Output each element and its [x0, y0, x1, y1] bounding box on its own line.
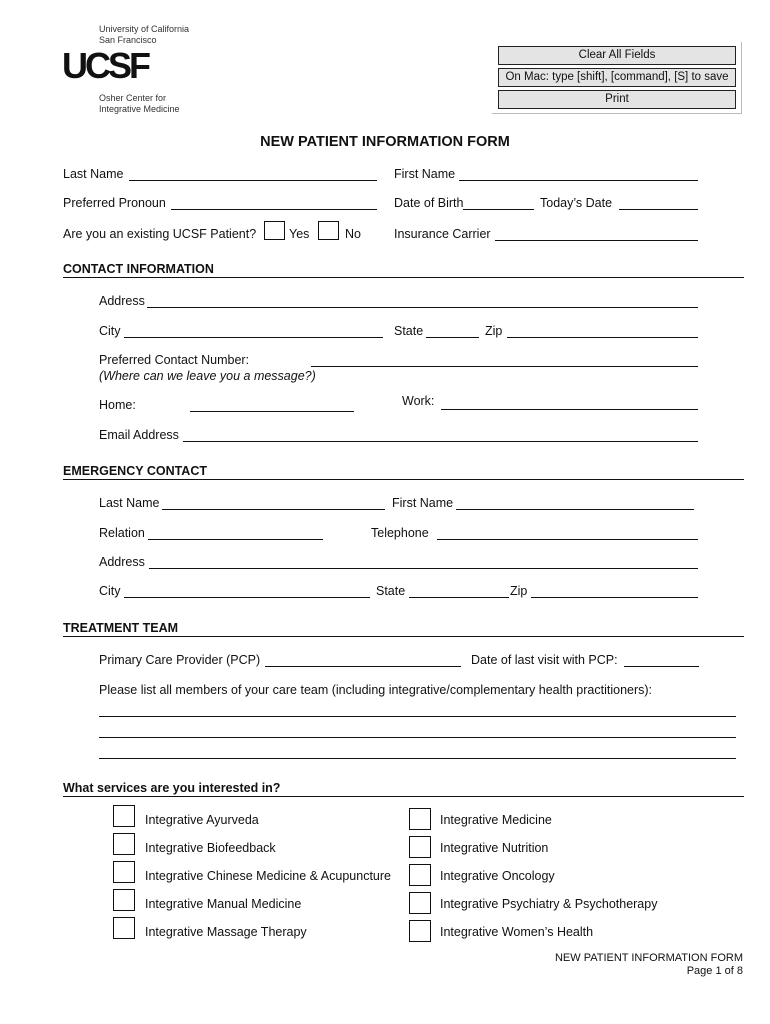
service-checkbox-integrative-medicine[interactable]: [409, 808, 431, 830]
service-label-ayurveda: Integrative Ayurveda: [145, 813, 259, 827]
first-name-label: First Name: [394, 167, 456, 181]
service-checkbox-psychiatry[interactable]: [409, 892, 431, 914]
preferred-contact-label: Preferred Contact Number:: [99, 353, 250, 367]
emergency-city-label: City: [99, 584, 121, 598]
email-field[interactable]: [183, 441, 698, 442]
first-name-field[interactable]: [459, 180, 698, 181]
contact-section-rule: [63, 277, 744, 278]
care-team-label: Please list all members of your care team (including integrative/complementary health practitioners):: [99, 683, 653, 697]
service-label-oncology: Integrative Oncology: [440, 869, 555, 883]
services-section-rule: [63, 796, 744, 797]
service-checkbox-biofeedback[interactable]: [113, 833, 135, 855]
emergency-state-label: State: [376, 584, 406, 598]
form-title: NEW PATIENT INFORMATION FORM: [260, 134, 510, 150]
footer-page-number: Page 1 of 8: [686, 965, 743, 977]
footer-form-name: NEW PATIENT INFORMATION FORM: [554, 952, 743, 964]
todays-date-label: Today’s Date: [540, 196, 613, 210]
center-name-line1: Osher Center for: [99, 93, 167, 103]
todays-date-field[interactable]: [619, 209, 698, 210]
pronoun-label: Preferred Pronoun: [63, 196, 166, 210]
service-label-biofeedback: Integrative Biofeedback: [145, 841, 276, 855]
insurance-field[interactable]: [495, 240, 698, 241]
pronoun-field[interactable]: [171, 209, 377, 210]
org-name-line2: San Francisco: [99, 35, 157, 45]
care-team-line-3[interactable]: [99, 758, 736, 759]
contact-zip-field[interactable]: [507, 337, 698, 338]
existing-yes-checkbox[interactable]: [264, 221, 285, 240]
contact-zip-label: Zip: [485, 324, 503, 338]
contact-state-label: State: [394, 324, 424, 338]
work-phone-label: Work:: [402, 394, 435, 408]
emergency-section-heading: EMERGENCY CONTACT: [63, 464, 207, 478]
emergency-city-field[interactable]: [124, 597, 370, 598]
last-name-label: Last Name: [63, 167, 124, 181]
service-label-psychiatry: Integrative Psychiatry & Psychotherapy: [440, 897, 658, 911]
treatment-section-heading: TREATMENT TEAM: [63, 621, 179, 635]
home-phone-label: Home:: [99, 398, 136, 412]
service-label-manual-medicine: Integrative Manual Medicine: [145, 897, 302, 911]
emergency-section-rule: [63, 479, 744, 480]
relation-field[interactable]: [148, 539, 323, 540]
emergency-telephone-field[interactable]: [437, 539, 698, 540]
emergency-last-name-field[interactable]: [162, 509, 385, 510]
service-label-integrative-medicine: Integrative Medicine: [440, 813, 552, 827]
dob-field[interactable]: [463, 209, 534, 210]
last-visit-field[interactable]: [624, 666, 699, 667]
contact-state-field[interactable]: [426, 337, 479, 338]
existing-no-checkbox[interactable]: [318, 221, 339, 240]
service-checkbox-chinese-medicine[interactable]: [113, 861, 135, 883]
emergency-address-field[interactable]: [149, 568, 698, 569]
emergency-telephone-label: Telephone: [371, 526, 429, 540]
service-checkbox-nutrition[interactable]: [409, 836, 431, 858]
yes-label: Yes: [289, 227, 310, 241]
preferred-contact-field[interactable]: [311, 366, 698, 367]
emergency-state-field[interactable]: [409, 597, 509, 598]
service-checkbox-massage-therapy[interactable]: [113, 917, 135, 939]
emergency-last-name-label: Last Name: [99, 496, 160, 510]
pcp-field[interactable]: [265, 666, 461, 667]
contact-city-field[interactable]: [124, 337, 383, 338]
last-visit-label: Date of last visit with PCP:: [471, 653, 618, 667]
emergency-first-name-label: First Name: [392, 496, 454, 510]
service-label-nutrition: Integrative Nutrition: [440, 841, 549, 855]
clear-all-fields-button[interactable]: Clear All Fields: [498, 46, 736, 65]
contact-address-label: Address: [99, 294, 145, 308]
care-team-line-1[interactable]: [99, 716, 736, 717]
service-label-womens-health: Integrative Women’s Health: [440, 925, 594, 939]
emergency-zip-field[interactable]: [531, 597, 698, 598]
home-phone-field[interactable]: [190, 411, 354, 412]
no-label: No: [345, 227, 361, 241]
care-team-line-2[interactable]: [99, 737, 736, 738]
save-instructions-button[interactable]: On Mac: type [shift], [command], [S] to save: [498, 68, 736, 87]
service-checkbox-ayurveda[interactable]: [113, 805, 135, 827]
last-name-field[interactable]: [129, 180, 377, 181]
preferred-contact-note: (Where can we leave you a message?): [99, 369, 316, 383]
service-label-massage-therapy: Integrative Massage Therapy: [145, 925, 307, 939]
contact-address-field[interactable]: [147, 307, 698, 308]
work-phone-field[interactable]: [441, 409, 698, 410]
email-label: Email Address: [99, 428, 179, 442]
service-checkbox-manual-medicine[interactable]: [113, 889, 135, 911]
service-checkbox-womens-health[interactable]: [409, 920, 431, 942]
services-section-heading: What services are you interested in?: [63, 781, 281, 795]
emergency-zip-label: Zip: [510, 584, 528, 598]
center-name-line2: Integrative Medicine: [99, 104, 180, 114]
contact-section-heading: CONTACT INFORMATION: [63, 262, 214, 276]
contact-city-label: City: [99, 324, 121, 338]
emergency-first-name-field[interactable]: [456, 509, 694, 510]
emergency-address-label: Address: [99, 555, 145, 569]
print-button[interactable]: Print: [498, 90, 736, 109]
dob-label: Date of Birth: [394, 196, 464, 210]
org-name-line1: University of California: [99, 24, 190, 34]
insurance-label: Insurance Carrier: [394, 227, 491, 241]
pcp-label: Primary Care Provider (PCP): [99, 653, 261, 667]
service-label-chinese-medicine: Integrative Chinese Medicine & Acupuncture: [145, 869, 391, 883]
treatment-section-rule: [63, 636, 744, 637]
relation-label: Relation: [99, 526, 145, 540]
ucsf-logo: UCSF: [62, 45, 148, 86]
service-checkbox-oncology[interactable]: [409, 864, 431, 886]
existing-patient-label: Are you an existing UCSF Patient?: [63, 227, 257, 241]
